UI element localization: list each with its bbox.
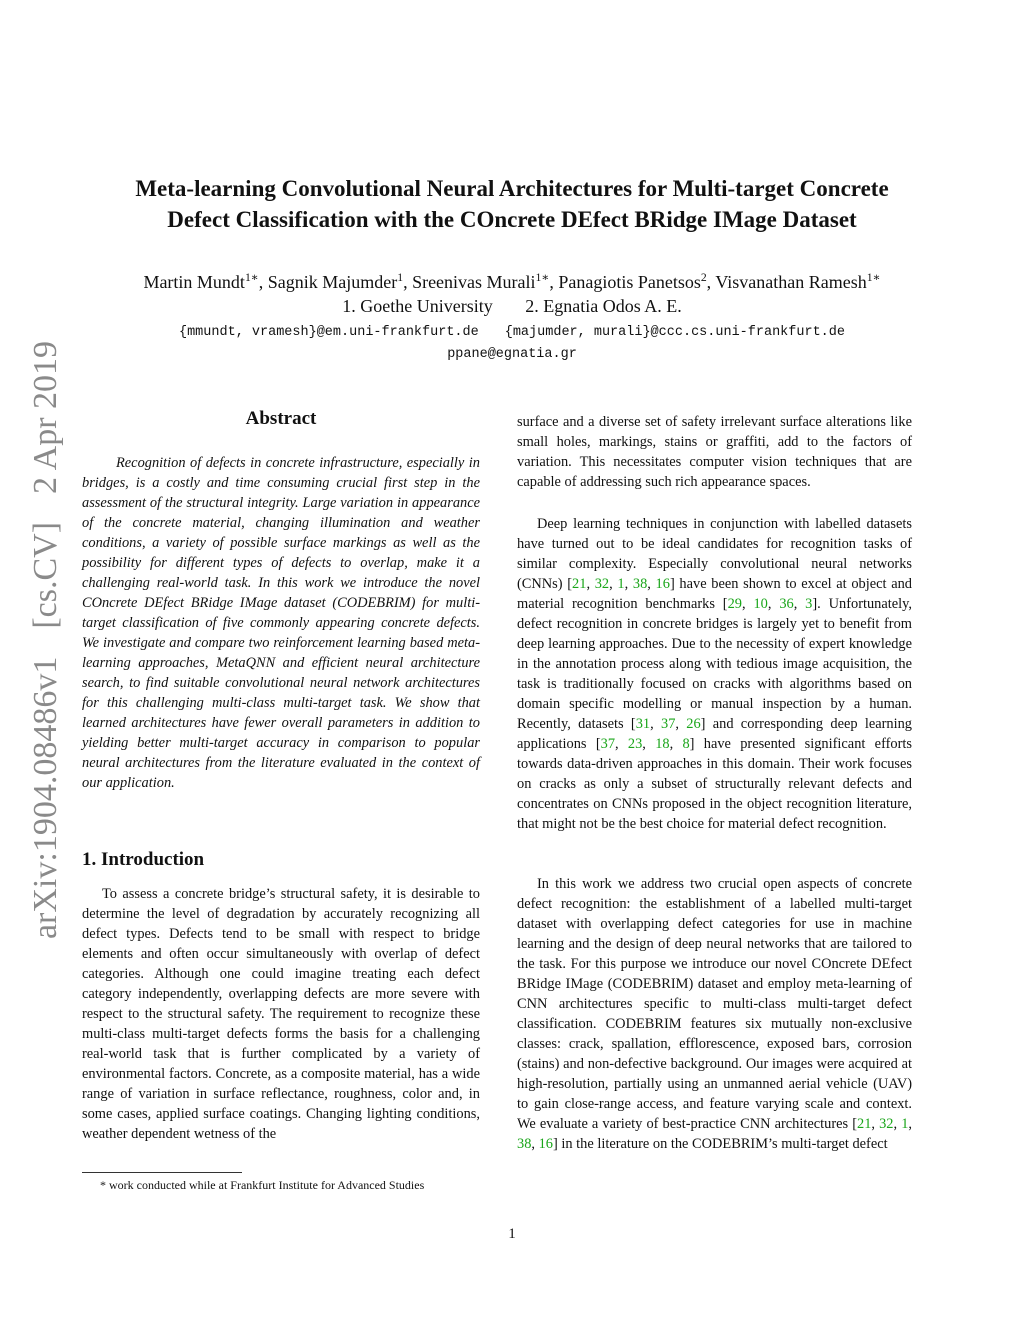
paragraph-text: In this work we address two crucial open aspects of concrete defect recognition: the establishment of a labelled multi-target dataset with overlapping defect categories for use in machine learning and the design of deep neural networks that are tailored to the task. For this purpose we introduce our novel COncrete DEfect BRidge IMage (CODEBRIM) dataset and employ meta-learning of CNN architectures specific to multi-class multi-target defect classification. CODEBRIM features six mutually non-exclusive classes: crack, spallation, efflorescence, exposed bars, corrosion (stains) and non-defective background. Our images were acquired at high-resolution, partially using an unmanned aerial vehicle (UAV) to gain close-range access, and feature varying scale and context. We evaluate a variety of best-practice CNN architectures [: [517, 876, 912, 1132]
paragraph-text: ] have presented significant efforts towards data-driven approaches in this domain. Their work focuses on cracks as only a subset of structurally relevant defects and concentrates on CNNs proposed in the object recognition literature, that might not be the best choice for material defect recognition.: [517, 736, 912, 832]
paragraph-text: ]. Unfortunately, defect recognition in concrete bridges is largely yet to benefit from deep learning approaches. Due to the necessity of expert knowledge in the annotation process along with tedious image acquisition, the task is traditionally focused on cracks with algorithms based on domain specific modelling or manual inspection by a human. Recently, datasets [: [517, 596, 913, 732]
author-name: Sreenivas Murali: [412, 272, 536, 292]
right-paragraph-3: In this work we address two crucial open aspects of concrete defect recognition: the establishment of a labelled multi-target dataset with overlapping defect categories for use in machine learning and the design of deep neural networks that are tailored to the task. For this purpose we introduce our novel COncrete DEfect BRidge IMage (CODEBRIM) dataset and employ meta-learning of CNN architectures specific to multi-class multi-target defect classification. CODEBRIM features six mutually non-exclusive classes: crack, spallation, efflorescence, exposed bars, corrosion (stains) and non-defective background. Our images were acquired at high-resolution, partially using an unmanned aerial vehicle (UAV) to gain close-range access, and feature varying scale and context. We evaluate a variety of best-practice CNN architectures [21, 32, 1, 38, 16] in the literature on the CODEBRIM’s multi-target defect: [517, 876, 913, 1152]
author-mark: 1∗: [244, 271, 259, 284]
author-mark: 1∗: [866, 271, 881, 284]
right-paragraph-1: surface and a diverse set of safety irrelevant surface alterations like small holes, markings, stains or graffiti, add to the factors of variation. This necessitates computer vision techniques that are capable of addressing such rich appearance spaces.: [517, 414, 912, 490]
citation-link[interactable]: 31: [635, 716, 651, 732]
footnote: * work conducted while at Frankfurt Institute for Advanced Studies: [100, 1178, 425, 1192]
email-group[interactable]: {mmundt, vramesh}@em.uni-frankfurt.de: [178, 325, 479, 340]
page-number: 1: [508, 1226, 516, 1242]
affiliations: [60, 294, 964, 318]
arxiv-id: arXiv:1904.08486v1: [27, 656, 64, 940]
author-mark: 1: [397, 271, 404, 284]
title-line-1: Meta-learning Convolutional Neural Architectures for Multi-target Concrete: [135, 176, 889, 201]
citation-link[interactable]: 3: [805, 596, 813, 612]
citation-link[interactable]: 8: [682, 736, 690, 752]
intro-paragraph: To assess a concrete bridge’s structural safety, it is desirable to determine the level of degradation by accurately recognizing all defect types. Defects tend to be small with respect to bridge elements and often occur simultaneously with overlap of defect categories. Although one could imagine treating each defect category independently, overlapping defects are more severe with respect to the structural safety. The requirement to recognize these multi-class multi-target defects forms the basis for a challenging real-world task that is further complicated by a variety of environmental factors. Concrete, as a composite material, has a wide range of variation in surface reflectance, roughness, color and, in some cases, applied surface coatings. Changing lighting conditions, weather dependent wetness of the: [82, 886, 480, 1142]
author-name: Visvanathan Ramesh: [715, 272, 867, 292]
right-paragraph-2: Deep learning techniques in conjunction with labelled datasets have turned out to be ideal candidates for recognition tasks of similar complexity. Especially convolutional neural networks (CNNs) [21, 32, 1, 38, 16] have been shown to excel at object and material recognition benchmarks [29, 10, 36, 3]. Unfortunately, defect recognition in concrete bridges is largely yet to benefit from deep learning approaches. Due to the necessity of expert knowledge in the annotation process along with tedious image acquisition, the task is traditionally focused on cracks with algorithms based on domain specific modelling or manual inspection by a human. Recently, datasets [31, 37, 26] and corresponding deep learning applications [37, 23, 18, 8] have presented significant efforts towards data-driven approaches in this domain. Their work focuses on cracks as only a subset of structurally relevant defects and concentrates on CNNs proposed in the object recognition literature, that might not be the best choice for material defect recognition.: [517, 516, 913, 832]
author-mark: 1∗: [535, 271, 550, 284]
citation-link[interactable]: 18: [655, 736, 670, 752]
citation-link[interactable]: 16: [538, 1136, 553, 1152]
abstract-text: Recognition of defects in concrete infrastructure, especially in bridges, is a costly and time consuming crucial first step in the assessment of the structural integrity. Large variation in appearance of the concrete material, changing illumination and weather conditions, a variety of possible surface markings as well as the possibility for different types of defects to overlap, make it a challenging real-world task. In this work we introduce the novel COncrete DEfect BRidge IMage dataset (CODEBRIM) for multi-target classification of five commonly appearing concrete defects. We investigate and compare two reinforcement learning based meta-learning approaches, MetaQNN and efficient neural architecture search, to find suitable convolutional neural network architectures for this challenging multi-class multi-target task. We show that learned architectures have fewer overall parameters in addition to yielding better multi-target accuracy in comparison to popular neural architectures from the literature evaluated in the context of our application.: [82, 455, 480, 791]
arxiv-date: 2 Apr 2019: [27, 340, 64, 494]
footnote-rule: [82, 1172, 242, 1173]
paper-title: [80, 173, 944, 235]
email-group[interactable]: ppane@egnatia.gr: [447, 347, 577, 362]
author-name: Panagiotis Panetsos: [558, 272, 701, 292]
arxiv-category: [cs.CV]: [27, 521, 64, 629]
abstract-heading: Abstract: [245, 408, 317, 429]
paragraph-text: Deep learning techniques in conjunction with labelled datasets have turned out to be ideal candidates for recognition tasks of similar complexity. Especially convolutional neural networks (CNNs) [: [517, 516, 912, 592]
author-name: Sagnik Majumder: [267, 272, 398, 292]
paragraph-text: ] in the literature on the CODEBRIM’s multi-target defect: [552, 1136, 888, 1152]
citation-link[interactable]: 23: [627, 736, 643, 752]
affiliation: 2. Egnatia Odos A. E.: [525, 296, 682, 316]
author-mark: 2: [700, 271, 707, 284]
email-group[interactable]: {majumder, murali}@ccc.cs.uni-frankfurt.de: [504, 325, 845, 340]
paragraph-text: ] and corresponding deep learning applications [: [517, 716, 912, 752]
citation-link[interactable]: 21: [572, 576, 587, 592]
citation-link[interactable]: 38: [632, 576, 648, 592]
paragraph-text: ] have been shown to excel at object and material recognition benchmarks [: [517, 576, 912, 612]
arxiv-stamp: [27, 327, 65, 953]
citation-link[interactable]: 1: [617, 576, 625, 592]
citation-link[interactable]: 29: [727, 596, 742, 612]
author-name: Martin Mundt: [143, 272, 245, 292]
citation-link[interactable]: 10: [753, 596, 768, 612]
email-block: [60, 322, 964, 366]
citation-link[interactable]: 32: [879, 1116, 894, 1132]
citation-link[interactable]: 1: [901, 1116, 909, 1132]
section-heading: 1. Introduction: [82, 849, 205, 870]
citation-link[interactable]: 36: [779, 596, 794, 612]
citation-link[interactable]: 16: [655, 576, 670, 592]
citation-link[interactable]: 32: [594, 576, 610, 592]
citation-link[interactable]: 37: [661, 716, 676, 732]
citation-link[interactable]: 37: [600, 736, 616, 752]
affiliation: 1. Goethe University: [342, 296, 493, 316]
title-line-2: Defect Classification with the COncrete DEfect BRidge IMage Dataset: [167, 207, 857, 232]
author-list: Martin Mundt$^{1∗}$, Sagnik Majumder$^1$, Sreenivas Murali$^{1∗}$, Panagiotis Panetsos$^2$, Visvanathan Ramesh$^{1∗}$: [143, 271, 881, 292]
citation-link[interactable]: 26: [686, 716, 701, 732]
citation-link[interactable]: 21: [857, 1116, 872, 1132]
citation-link[interactable]: 38: [517, 1136, 532, 1152]
